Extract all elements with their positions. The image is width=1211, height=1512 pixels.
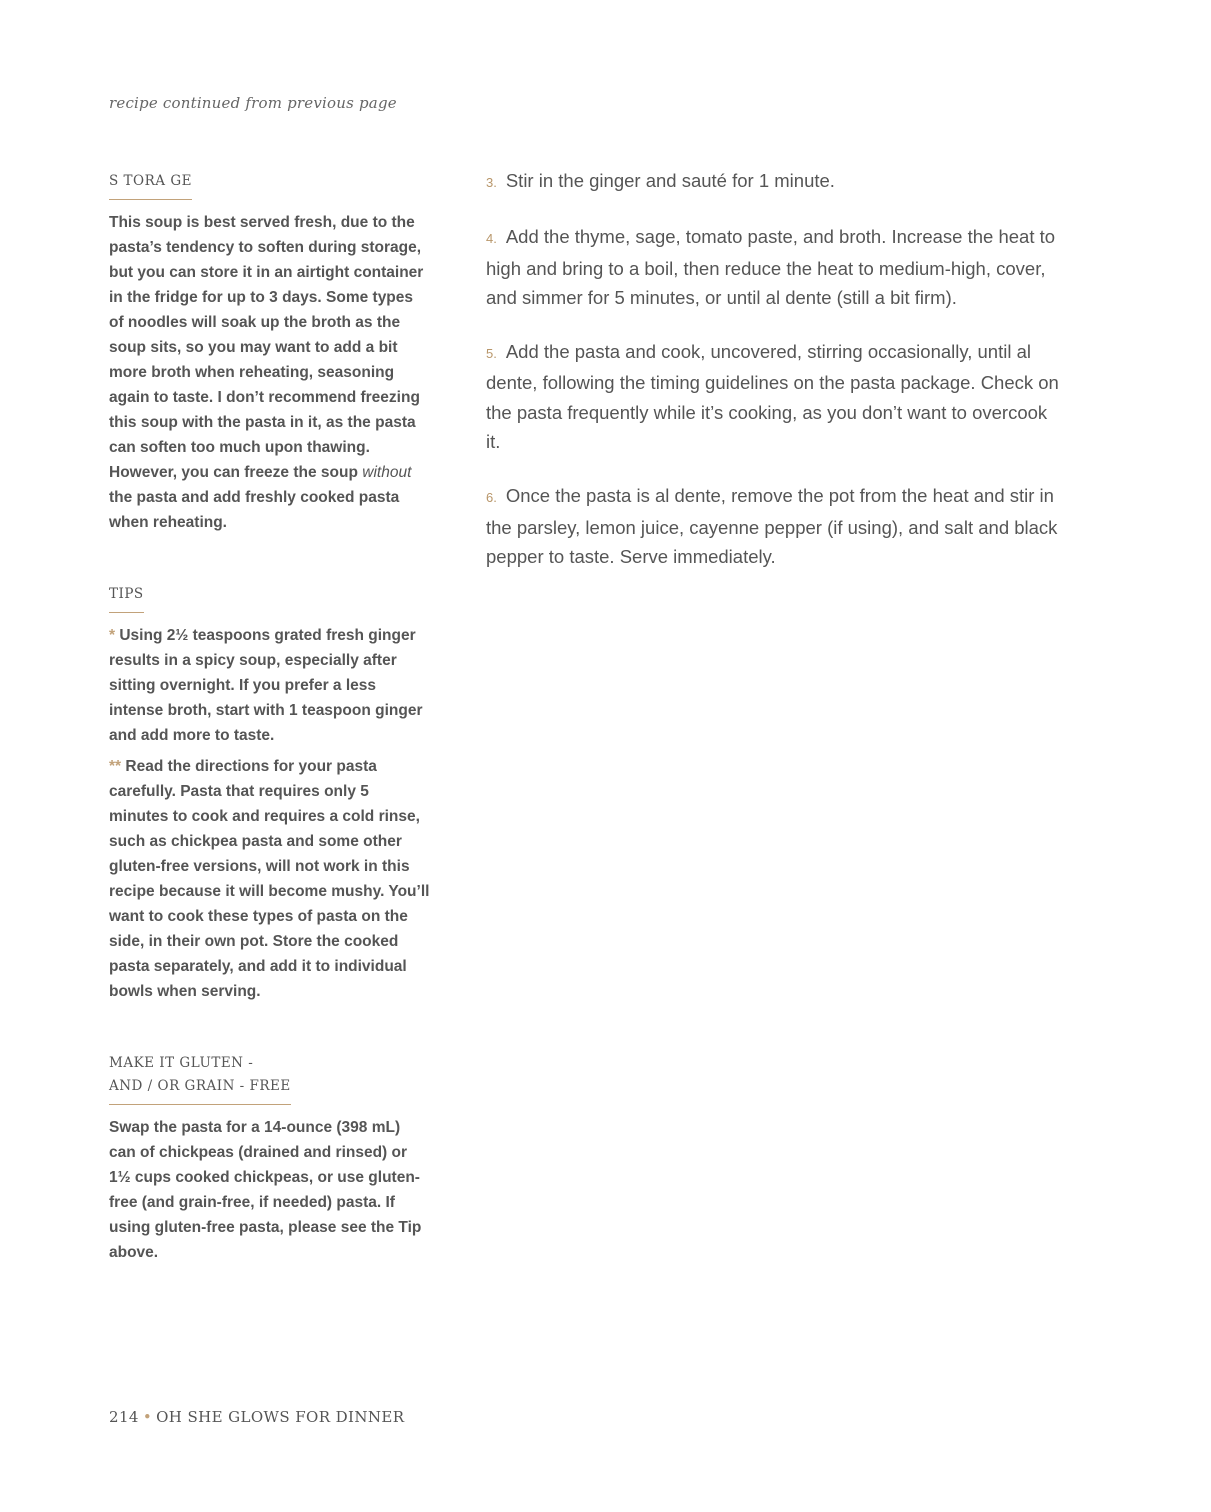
storage-heading: S TORA GE xyxy=(109,170,192,200)
step-item xyxy=(486,337,1066,456)
storage-text-after: the pasta and add freshly cooked pasta when reheating. xyxy=(109,489,400,531)
step-number: 6. xyxy=(486,490,497,506)
gluten-free-section xyxy=(109,1052,431,1265)
step-number: 3. xyxy=(486,175,497,190)
continued-note: recipe continued from previous page xyxy=(109,94,397,112)
tip-marker: * xyxy=(109,627,116,644)
step-number: 5. xyxy=(486,346,497,362)
step-number: 4. xyxy=(486,231,497,247)
gluten-free-text: Swap the pasta for a 14-ounce (398 mL) can of chickpeas (drained and rinsed) or 1½ cups cooked chickpeas, or use gluten-free (and grain-free, if needed) pasta. If using gluten-free pasta, please see the Tip above. xyxy=(109,1119,422,1261)
step-text: Add the thyme, sage, tomato paste, and broth. Increase the heat to high and bring to a boil, then reduce the heat to medium-high, cover, and simmer for 5 minutes, or until al dente (still a bit firm). xyxy=(486,226,1056,308)
tip-item xyxy=(109,754,431,1004)
sidebar-notes xyxy=(109,170,431,1265)
page-number: 214 xyxy=(109,1408,139,1426)
storage-italic-word: without xyxy=(362,464,412,481)
step-item xyxy=(486,481,1066,571)
storage-text xyxy=(109,210,431,535)
gluten-free-heading-line2: AND / OR GRAIN - FREE xyxy=(109,1078,291,1094)
storage-section xyxy=(109,170,431,535)
storage-text-before: This soup is best served fresh, due to the pasta’s tendency to soften during storage, but you can store it in an airtight container in the fridge for up to 3 days. Some types of noodles will soak up the broth as the soup sits, so you may want to add a bit more broth when reheating, seasoning again to taste. I don’t recommend freezing this soup with the pasta in it, as the pasta can soften too much upon thawing. However, you can freeze the soup xyxy=(109,214,424,481)
step-text: Once the pasta is al dente, remove the pot from the heat and stir in the parsley, lemon juice, cayenne pepper (if using), and salt and black pepper to taste. Serve immediately. xyxy=(486,485,1058,567)
tips-heading: TIPS xyxy=(109,583,144,613)
gluten-free-heading xyxy=(109,1052,291,1105)
tip-item xyxy=(109,623,431,748)
page-footer xyxy=(109,1408,404,1426)
book-title: OH SHE GLOWS FOR DINNER xyxy=(156,1408,405,1426)
recipe-steps xyxy=(486,166,1066,596)
step-text: Add the pasta and cook, uncovered, stirring occasionally, until al dente, following the timing guidelines on the pasta package. Check on the pasta frequently while it’s cooking, as you don’t want to overcook it. xyxy=(486,341,1059,453)
footer-separator: • xyxy=(142,1408,153,1426)
tip-marker: ** xyxy=(109,758,122,775)
step-item xyxy=(486,222,1066,312)
tips-section xyxy=(109,583,431,1004)
tip-text: Using 2½ teaspoons grated fresh ginger results in a spicy soup, especially after sitting overnight. If you prefer a less intense broth, start with 1 teaspoon ginger and add more to taste. xyxy=(109,627,423,744)
tip-text: Read the directions for your pasta carefully. Pasta that requires only 5 minutes to cook and requires a cold rinse, such as chickpea pasta and some other gluten-free versions, will not work in this recipe because it will become mushy. You’ll want to cook these types of pasta on the side, in their own pot. Store the cooked pasta separately, and add it to individual bowls when serving. xyxy=(109,758,430,1000)
step-item xyxy=(486,166,1066,197)
step-text: Stir in the ginger and sauté for 1 minute. xyxy=(505,170,835,191)
gluten-free-heading-line1: MAKE IT GLUTEN - xyxy=(109,1055,254,1071)
